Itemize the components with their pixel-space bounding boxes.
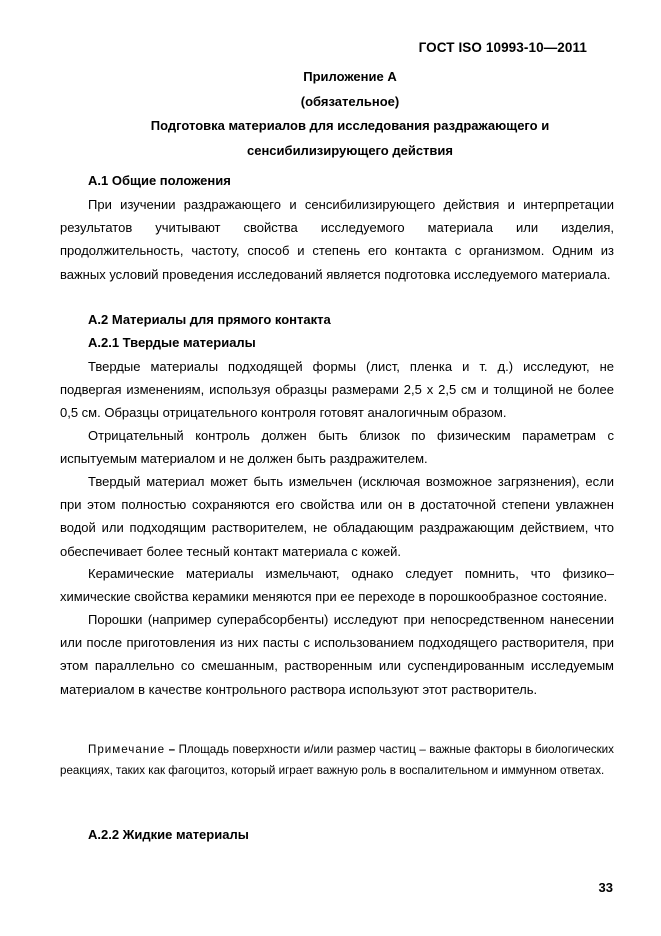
section-a21-title: А.2.1 Твердые материалы	[88, 335, 256, 350]
page-number: 33	[598, 880, 613, 895]
section-a1-paragraph: При изучении раздражающего и сенсибилизирующего действия и интерпретации результатов учитывают свойства исследуемого материала или изделия, продолжительность, частоту, способ и степень его контакта с организмом. Одним из важных условий проведения исследований является подготовка исследуемого материала.	[60, 197, 614, 282]
annex-heading-line-2: сенсибилизирующего действия	[247, 143, 453, 158]
section-a2-title: А.2 Материалы для прямого контакта	[88, 312, 331, 327]
section-a21-paragraph-3: Твердый материал может быть измельчен (исключая возможное загрязнения), если при этом полностью сохраняются его свойства или он в достаточной степени увлажнен водой или подходящим растворителем, не обладающим раздражающим действием, что обеспечивает более тесный контакт материала с кожей.	[60, 474, 614, 559]
note-dash: –	[168, 743, 176, 756]
section-a21-paragraph-1: Твердые материалы подходящей формы (лист, пленка и т. д.) исследуют, не подвергая изменениям, используя образцы размерами 2,5 х 2,5 см и толщиной не более 0,5 см. Образцы отрицательного контроля готовят аналогичным образом.	[60, 359, 614, 421]
annex-heading-line-1: Подготовка материалов для исследования раздражающего и	[150, 118, 550, 133]
note-block	[60, 740, 614, 781]
note-label: Примечание	[88, 743, 166, 756]
section-a21-paragraph-4: Керамические материалы измельчают, однако следует помнить, что физико–химические свойства керамики меняются при ее переходе в порошкообразное состояние.	[60, 566, 614, 605]
section-a1-title: А.1 Общие положения	[88, 173, 231, 188]
annex-status: (обязательное)	[300, 94, 400, 109]
section-a22-title: А.2.2 Жидкие материалы	[88, 827, 249, 842]
section-a21-paragraph-2: Отрицательный контроль должен быть близок по физическим параметрам с испытуемым материалом и не должен быть раздражителем.	[60, 428, 614, 467]
section-a21-paragraph-5: Порошки (например суперабсорбенты) исследуют при непосредственном нанесении или после приготовления из них пасты с использованием подходящего растворителя, при этом параллельно со смешанным, растворенным или суспендированным исследуемым материалом в качестве контрольного раствора используют этот растворитель.	[60, 612, 614, 697]
annex-title: Приложение А	[303, 69, 397, 84]
note-text: Площадь поверхности и/или размер частиц – важные факторы в биологических реакциях, таких как фагоцитоз, который играет важную роль в воспалительном и иммунном ответах.	[60, 743, 614, 777]
standard-designation: ГОСТ ISO 10993-10—2011	[418, 40, 587, 55]
